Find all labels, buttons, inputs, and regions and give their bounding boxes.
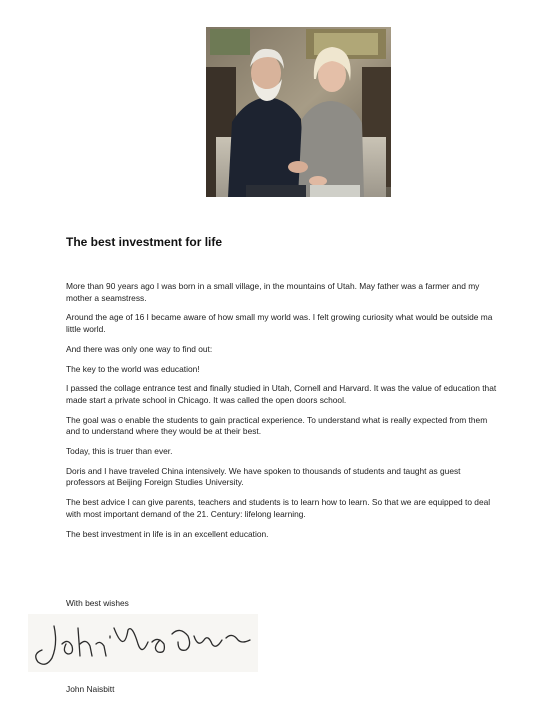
- couple-photo-illustration: [206, 27, 391, 197]
- paragraph: The best investment in life is in an excellent education.: [66, 528, 269, 539]
- closing-line: With best wishes: [66, 598, 129, 608]
- handwritten-signature: [28, 614, 258, 672]
- letter-body: [66, 281, 498, 548]
- paragraph: And there was only one way to find out:: [66, 343, 213, 354]
- paragraph: Doris and I have traveled China intensively. We have spoken to thousands of students and taught as guest professors at Beijing Foreign Studies University.: [66, 465, 461, 488]
- signer-name: John Naisbitt: [66, 684, 115, 694]
- paragraph: The goal was o enable the students to gain practical experience. To understand what is really expected from them and to understand where they would be at their best.: [66, 414, 488, 437]
- paragraph: More than 90 years ago I was born in a small village, in the mountains of Utah. May father was a farmer and my mother a seamstress.: [66, 281, 480, 303]
- paragraph: The key to the world was education!: [66, 363, 200, 374]
- portrait-photo: [206, 27, 391, 197]
- paragraph: I passed the collage entrance test and finally studied in Utah, Cornell and Harvard. It was the value of education that made start a private school in Chicago. It was called the open doors school.: [66, 383, 497, 405]
- paragraph: The best advice I can give parents, teachers and students is to learn how to learn. So that we are equipped to deal with most important demand of the 21. Century: lifelong learning.: [66, 497, 491, 519]
- letter-title: The best investment for life: [66, 235, 223, 249]
- paragraph: Today, this is truer than ever.: [66, 446, 173, 457]
- signature-drawing: [28, 614, 258, 672]
- paragraph: Around the age of 16 I became aware of how small my world was. I felt growing curiosity what would be outside ma little world.: [66, 312, 493, 334]
